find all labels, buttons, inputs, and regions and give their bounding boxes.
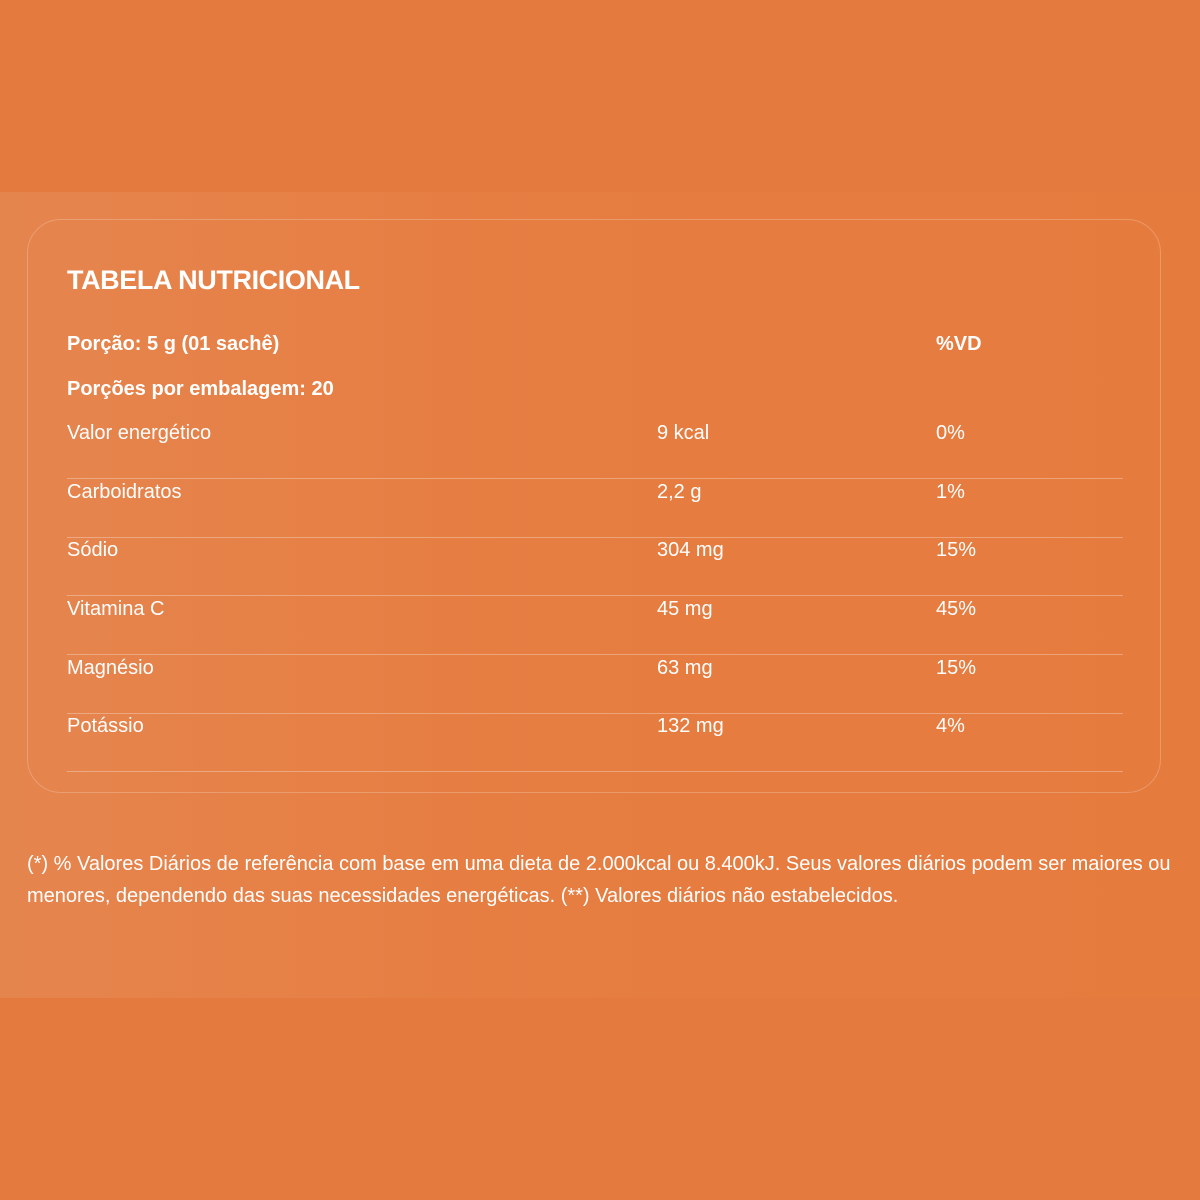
nutrient-vd: 45% xyxy=(936,598,977,620)
nutrient-amount: 132 mg xyxy=(657,715,724,737)
nutrient-amount: 2,2 g xyxy=(657,481,702,503)
table-row xyxy=(67,656,1123,714)
nutrient-name: Magnésio xyxy=(67,657,154,679)
table-row xyxy=(67,421,1123,479)
nutrient-name: Potássio xyxy=(67,715,144,737)
nutrient-amount: 63 mg xyxy=(657,657,713,679)
nutrient-vd: 0% xyxy=(936,422,965,444)
nutrient-name: Valor energético xyxy=(67,422,212,444)
table-row xyxy=(67,597,1123,655)
footnote-text: (*) % Valores Diários de referência com base em uma dieta de 2.000kcal ou 8.400kJ. Seus valores diários podem ser maiores ou menores, dependendo das suas necessidades energéticas. (**) Valores diários não estabelecidos. xyxy=(27,853,1171,907)
nutrient-amount: 9 kcal xyxy=(657,422,710,444)
nutrient-amount: 45 mg xyxy=(657,598,713,620)
nutrient-vd: 1% xyxy=(936,481,965,503)
nutrient-name: Sódio xyxy=(67,539,119,561)
table-row xyxy=(67,480,1123,538)
vd-column-header: %VD xyxy=(936,333,982,355)
nutrient-vd: 4% xyxy=(936,715,965,737)
portion-label: Porção: 5 g (01 sachê) xyxy=(67,333,280,355)
servings-label: Porções por embalagem: 20 xyxy=(67,378,334,400)
nutrient-amount: 304 mg xyxy=(657,539,724,561)
nutrient-name: Vitamina C xyxy=(67,598,165,620)
table-row xyxy=(67,538,1123,596)
table-title: TABELA NUTRICIONAL xyxy=(67,265,360,295)
table-row xyxy=(67,714,1123,772)
nutrient-name: Carboidratos xyxy=(67,481,182,503)
nutrient-vd: 15% xyxy=(936,539,977,561)
nutrient-vd: 15% xyxy=(936,657,977,679)
